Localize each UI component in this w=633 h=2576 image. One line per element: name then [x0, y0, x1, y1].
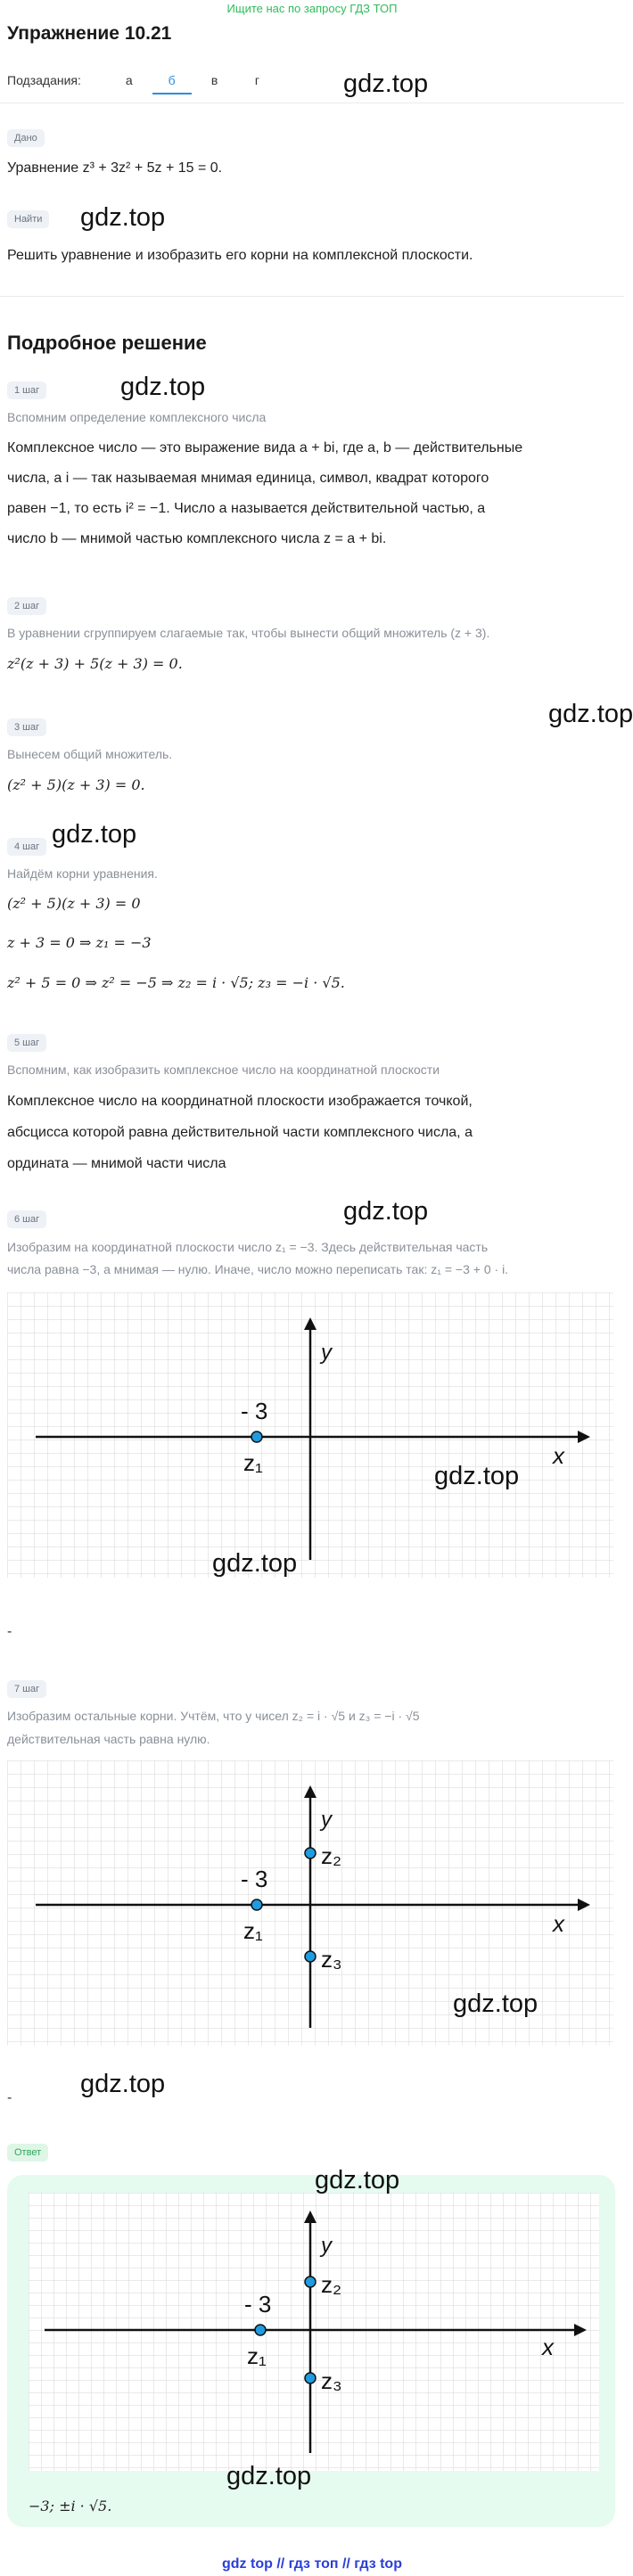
watermark: gdz.top — [226, 2462, 312, 2490]
given-text: Уравнение z³ + 3z² + 5z + 15 = 0. — [7, 160, 223, 176]
z1-value: - 3 — [244, 2291, 272, 2318]
step-5-line-3: ордината — мнимой части числа — [7, 1156, 226, 1171]
watermark: gdz.top — [343, 70, 429, 98]
point-z1 — [251, 1899, 262, 1910]
step-7-hint-2: действительная часть равна нулю. — [7, 1732, 210, 1746]
step-3-equation: (z² + 5)(z + 3) = 0. — [7, 776, 145, 793]
step-1-tag: 1 шаг — [7, 381, 46, 399]
y-axis-label: y — [321, 1341, 332, 1365]
y-axis-label: y — [321, 2234, 332, 2258]
watermark: gdz.top — [212, 1549, 298, 1578]
point-z3 — [305, 1951, 316, 1962]
footer-links[interactable]: gdz top // гдз топ // гдз top — [222, 2556, 402, 2572]
step-2-equation: z²(z + 3) + 5(z + 3) = 0. — [7, 655, 183, 672]
plot-3 — [29, 2193, 599, 2471]
step-1-line-2: числа, а i — так называемая мнимая единица, символ, квадрат которого — [7, 471, 489, 486]
given-tag: Дано — [7, 129, 45, 147]
point-z1 — [251, 1432, 262, 1442]
point-z2 — [305, 1848, 316, 1858]
watermark: gdz.top — [453, 1989, 538, 2018]
x-axis-label: x — [553, 1910, 564, 1937]
section-divider — [0, 296, 624, 297]
answer-box — [7, 2166, 615, 2527]
x-axis-label: x — [542, 2334, 554, 2360]
z1-label: z₁ — [243, 1449, 263, 1476]
z1-value: - 3 — [241, 1866, 268, 1892]
step-5-line-2: абсцисса которой равна действительной части комплексного числа, а — [7, 1125, 473, 1140]
dash: - — [7, 1624, 12, 1639]
step-2-hint: В уравнении сгруппируем слагаемые так, чтобы вынести общий множитель (z + 3). — [7, 626, 490, 640]
step-4-equation-2: z + 3 = 0 ⇒ z₁ = −3 — [7, 934, 152, 951]
x-axis-label: x — [553, 1442, 564, 1469]
dash: - — [7, 2090, 12, 2105]
z1-value: - 3 — [241, 1398, 268, 1424]
point-z2 — [305, 2277, 316, 2287]
watermark: gdz.top — [80, 203, 166, 232]
step-5-hint: Вспомним, как изобразить комплексное число на координатной плоскости — [7, 1062, 440, 1077]
z1-label: z₁ — [243, 1917, 263, 1944]
watermark: gdz.top — [548, 700, 633, 728]
step-4-equation-1: (z² + 5)(z + 3) = 0 — [7, 895, 141, 912]
watermark: gdz.top — [80, 2070, 166, 2098]
solution-title: Подробное решение — [7, 332, 207, 354]
step-1-line-3: равен −1, то есть i² = −1. Число a называется действительной частью, а — [7, 501, 486, 516]
subtask-b[interactable]: б — [152, 73, 192, 94]
y-axis-label: y — [321, 1808, 332, 1832]
grid — [29, 2193, 599, 2471]
watermark: gdz.top — [120, 373, 206, 401]
plot-1 — [7, 1292, 613, 1578]
z3-label: z₃ — [321, 1946, 342, 1973]
step-1-line-4: число b — мнимой частью комплексного числа z = a + bi. — [7, 531, 387, 546]
step-6-hint-1: Изобразим на координатной плоскости число z₁ = −3. Здесь действительная часть — [7, 1240, 489, 1254]
z2-label: z₂ — [321, 2271, 342, 2298]
step-3-tag: 3 шаг — [7, 718, 46, 736]
step-6-tag: 6 шаг — [7, 1210, 46, 1228]
subtask-a[interactable]: а — [125, 73, 133, 87]
step-1-line-1: Комплексное число — это выражение вида a + bi, где a, b — действительные — [7, 440, 523, 455]
watermark: gdz.top — [434, 1462, 520, 1490]
watermark: gdz.top — [343, 1197, 429, 1226]
step-6-hint-2: числа равна −3, а мнимая — нулю. Иначе, число можно переписать так: z₁ = −3 + 0 · i. — [7, 1262, 509, 1276]
subtask-v[interactable]: в — [210, 73, 218, 87]
point-z1 — [255, 2325, 266, 2335]
step-7-tag: 7 шаг — [7, 1680, 46, 1698]
step-2-tag: 2 шаг — [7, 597, 46, 615]
step-4-hint: Найдём корни уравнения. — [7, 866, 158, 881]
z1-label: z₁ — [247, 2342, 267, 2369]
answer-text: −3; ±i · √5. — [29, 2498, 112, 2514]
subtasks-nav — [7, 73, 276, 94]
answer-tag: Ответ — [7, 2144, 48, 2162]
step-5-line-1: Комплексное число на координатной плоскости изображается точкой, — [7, 1094, 473, 1109]
step-3-hint: Вынесем общий множитель. — [7, 747, 173, 761]
find-tag: Найти — [7, 210, 49, 228]
z2-label: z₂ — [321, 1842, 342, 1869]
find-text: Решить уравнение и изобразить его корни на комплексной плоскости. — [7, 248, 473, 263]
watermark: gdz.top — [315, 2166, 400, 2195]
watermark: gdz.top — [52, 820, 137, 849]
search-banner[interactable]: Ищите нас по запросу ГДЗ ТОП — [226, 2, 398, 15]
subtask-g[interactable]: г — [254, 73, 260, 87]
step-7-hint-1: Изобразим остальные корни. Учтём, что у чисел z₂ = i · √5 и z₃ = −i · √5 — [7, 1709, 420, 1723]
page-title: Упражнение 10.21 — [7, 23, 172, 44]
point-z3 — [305, 2373, 316, 2383]
step-1-hint: Вспомним определение комплексного числа — [7, 410, 267, 424]
z3-label: z₃ — [321, 2367, 342, 2394]
step-4-tag: 4 шаг — [7, 838, 46, 856]
step-5-tag: 5 шаг — [7, 1034, 46, 1052]
answer-plot-area — [29, 2193, 599, 2471]
step-4-equation-3: z² + 5 = 0 ⇒ z² = −5 ⇒ z₂ = i · √5; z₃ = −i · √5. — [7, 974, 345, 991]
subtasks-label: Подзадания: — [7, 73, 81, 87]
